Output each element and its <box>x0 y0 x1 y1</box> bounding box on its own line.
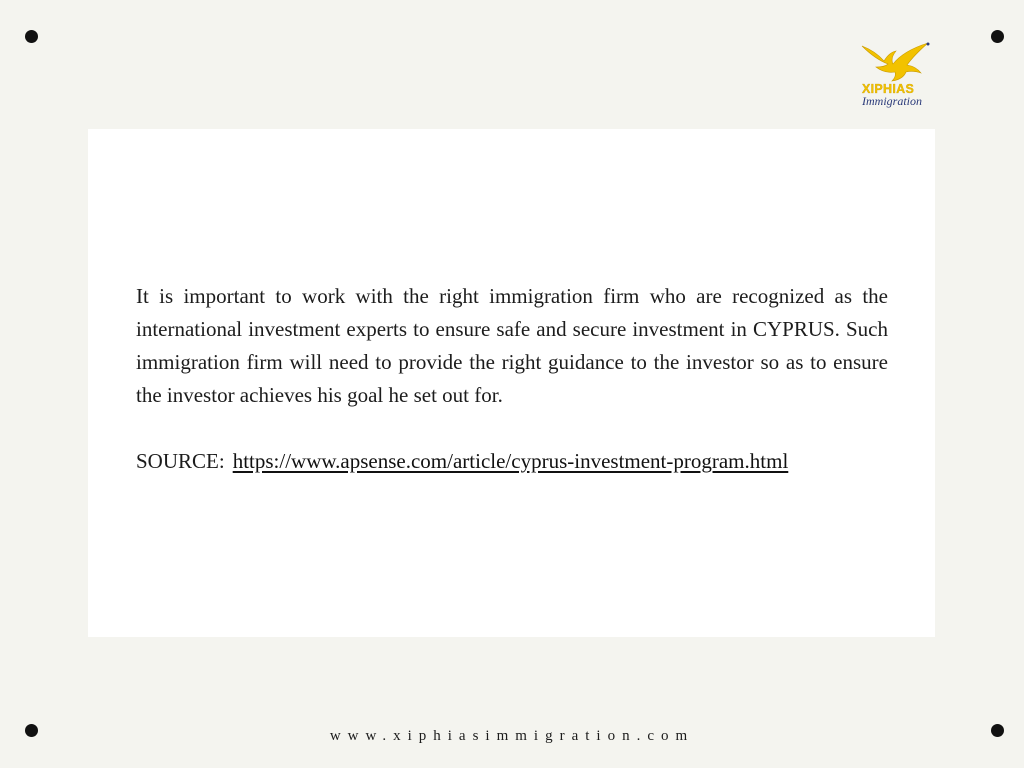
source-line <box>136 445 896 478</box>
body-paragraph: It is important to work with the right immigration firm who are recognized as the international investment experts to ensure safe and secure investment in CYPRUS. Such immigration firm will need to provide the right guidance to the investor so as to ensure the investor achieves his goal he set out for. <box>136 284 888 407</box>
content-card <box>88 129 935 637</box>
footer-website-url: www.xiphiasimmigration.com <box>329 728 695 744</box>
xiphias-logo <box>856 40 940 112</box>
eagle-icon <box>860 40 934 84</box>
logo-brand-text: XIPHIAS <box>862 82 915 96</box>
corner-dot-top-left <box>25 30 38 43</box>
source-label: SOURCE: <box>136 449 225 473</box>
source-link[interactable]: https://www.apsense.com/article/cyprus-investment-program.html <box>232 449 789 473</box>
corner-dot-top-right <box>991 30 1004 43</box>
logo-sub-text: Immigration <box>862 94 922 108</box>
